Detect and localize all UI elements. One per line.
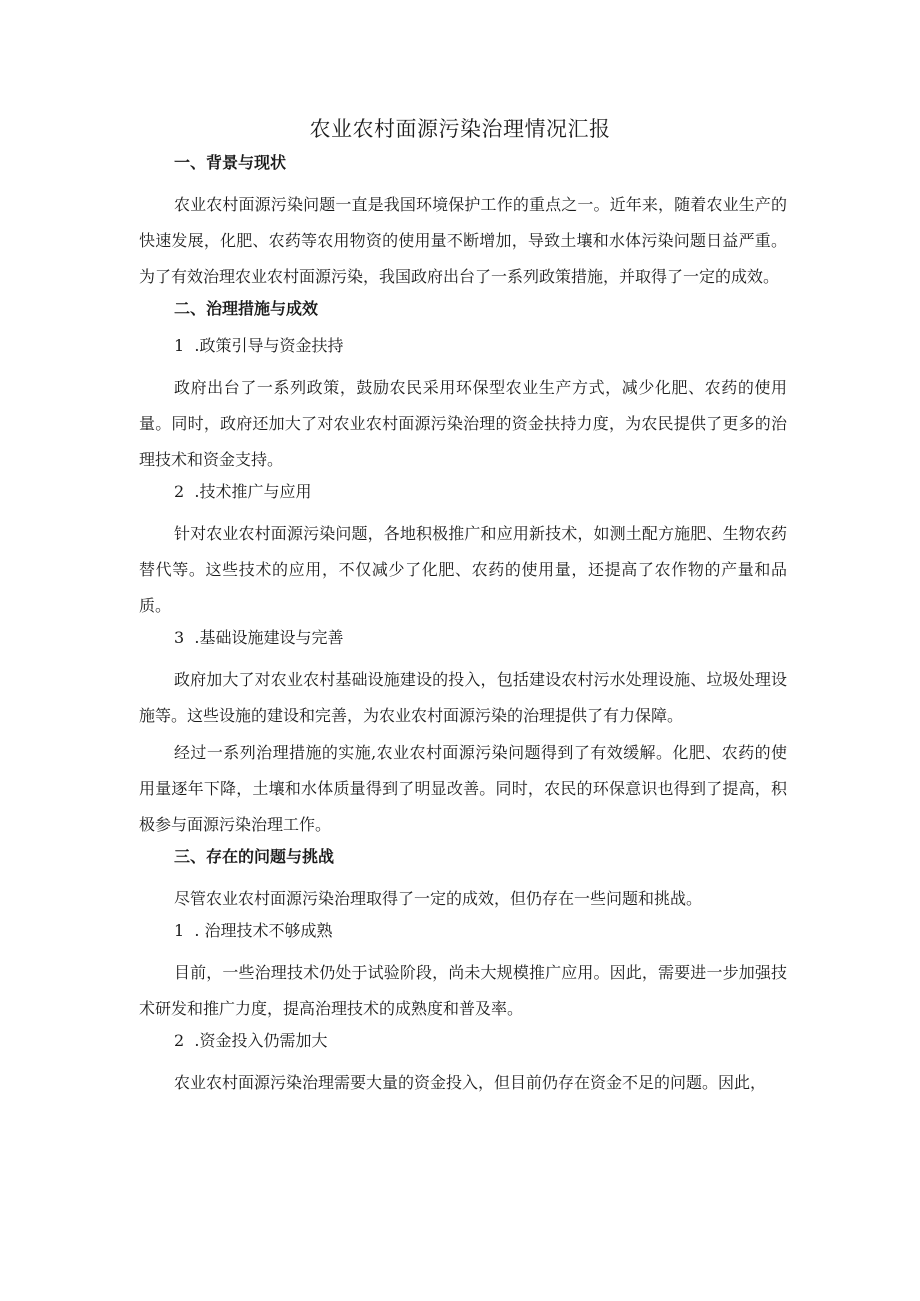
paragraph-background: 农业农村面源污染问题一直是我国环境保护工作的重点之一。近年来，随着农业生产的快速发展，化肥、农药等农用物资的使用量不断增加，导致土壤和水体污染问题日益严重。为了有效治理农业农村面源污染，我国政府出台了一系列政策措施，并取得了一定的成效。 xyxy=(139,195,787,286)
document-body xyxy=(139,150,787,1102)
subheading-technology: 2 .技术推广与应用 xyxy=(174,482,312,501)
paragraph-technology: 针对农业农村面源污染问题，各地积极推广和应用新技术，如测土配方施肥、生物农药替代等。这些技术的应用，不仅减少了化肥、农药的使用量，还提高了农作物的产量和品质。 xyxy=(139,524,787,615)
section-heading-background: 一、背景与现状 xyxy=(174,153,287,172)
document-title: 农业农村面源污染治理情况汇报 xyxy=(309,117,611,141)
subheading-funding: 2 .资金投入仍需加大 xyxy=(174,1031,328,1050)
section-heading-challenges: 三、存在的问题与挑战 xyxy=(174,847,335,866)
paragraph-challenges-intro: 尽管农业农村面源污染治理取得了一定的成效，但仍存在一些问题和挑战。 xyxy=(174,889,703,908)
subheading-infrastructure: 3 .基础设施建设与完善 xyxy=(174,628,344,647)
paragraph-policy: 政府出台了一系列政策，鼓励农民采用环保型农业生产方式，减少化肥、农药的使用量。同时，政府还加大了对农业农村面源污染治理的资金扶持力度，为农民提供了更多的治理技术和资金支持。 xyxy=(139,378,787,469)
paragraph-funding: 农业农村面源污染治理需要大量的资金投入，但目前仍存在资金不足的问题。因此， xyxy=(174,1073,767,1092)
paragraph-technology-maturity: 目前，一些治理技术仍处于试验阶段，尚未大规模推广应用。因此，需要进一步加强技术研发和推广力度，提高治理技术的成熟度和普及率。 xyxy=(139,963,787,1018)
section-heading-measures: 二、治理措施与成效 xyxy=(174,299,319,318)
subheading-policy: 1 .政策引导与资金扶持 xyxy=(174,336,344,355)
paragraph-infrastructure: 政府加大了对农业农村基础设施建设的投入，包括建设农村污水处理设施、垃圾处理设施等。这些设施的建设和完善，为农业农村面源污染的治理提供了有力保障。 xyxy=(139,670,787,725)
paragraph-results: 经过一系列治理措施的实施,农业农村面源污染问题得到了有效缓解。化肥、农药的使用量逐年下降，土壤和水体质量得到了明显改善。同时，农民的环保意识也得到了提高，积极参与面源污染治理工作。 xyxy=(139,743,787,834)
subheading-technology-maturity: 1 . 治理技术不够成熟 xyxy=(174,921,333,940)
